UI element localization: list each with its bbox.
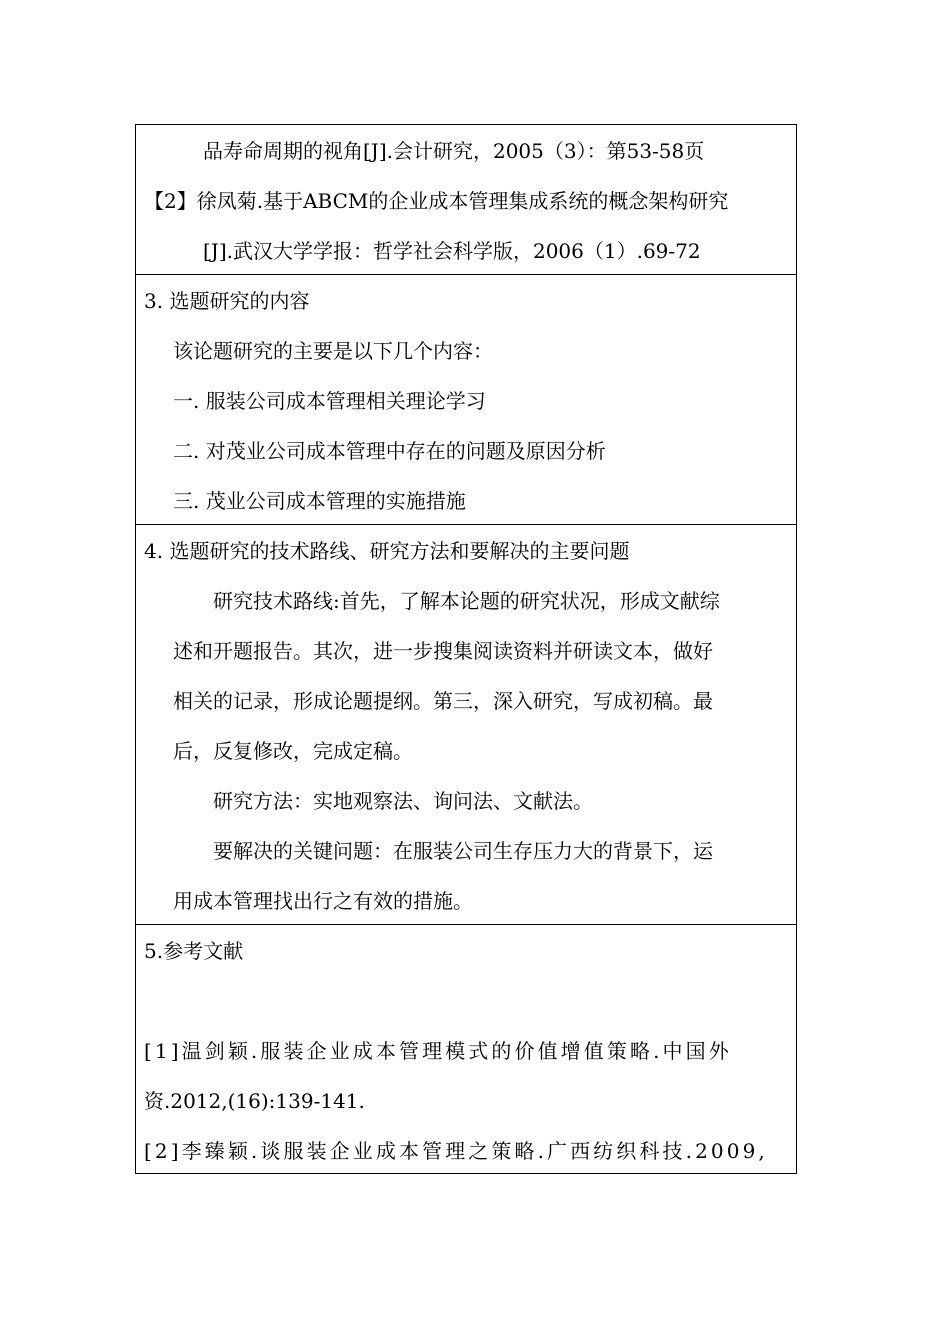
references-cell [136,924,796,1174]
paragraph: 该论题研究的主要是以下几个内容： [173,339,493,363]
paragraph-line: 用成本管理找出行之有效的措施。 [173,889,473,913]
paragraph-line: 研究技术路线:首先，了解本论题的研究状况，形成文献综 [213,589,720,613]
reference-line: [J].武汉大学学报：哲学社会科学版，2006（1）.69-72 [203,239,701,263]
list-item: 一. 服装公司成本管理相关理论学习 [173,389,486,413]
reference-line: 资.2012,(16):139-141. [144,1089,365,1113]
paragraph-line: 后，反复修改，完成定稿。 [173,739,413,763]
section-heading: 3. 选题研究的内容 [144,289,310,313]
reference-line: [1]温剑颖.服装企业成本管理模式的价值增值策略.中国外 [144,1039,732,1063]
reference-line: 品寿命周期的视角[J].会计研究，2005（3）：第53-58页 [203,139,705,163]
paragraph-line: 相关的记录，形成论题提纲。第三，深入研究，写成初稿。最 [173,689,713,713]
technical-route-cell [136,524,796,924]
research-content-cell [136,274,796,524]
proposal-table [135,124,797,1174]
paragraph-line: 要解决的关键问题：在服装公司生存压力大的背景下，运 [213,839,713,863]
section-heading: 5.参考文献 [144,939,244,963]
reference-line: 【2】徐凤菊.基于ABCM的企业成本管理集成系统的概念架构研究 [144,189,729,213]
paragraph-line: 研究方法：实地观察法、询问法、文献法。 [213,789,593,813]
list-item: 二. 对茂业公司成本管理中存在的问题及原因分析 [173,439,606,463]
section-heading: 4. 选题研究的技术路线、研究方法和要解决的主要问题 [144,539,630,563]
reference-line: [2]李臻颖.谈服装企业成本管理之策略.广西纺织科技.2009, [144,1139,768,1163]
references-continuation-cell [136,125,796,274]
list-item: 三. 茂业公司成本管理的实施措施 [173,489,466,513]
paragraph-line: 述和开题报告。其次，进一步搜集阅读资料并研读文本，做好 [173,639,713,663]
